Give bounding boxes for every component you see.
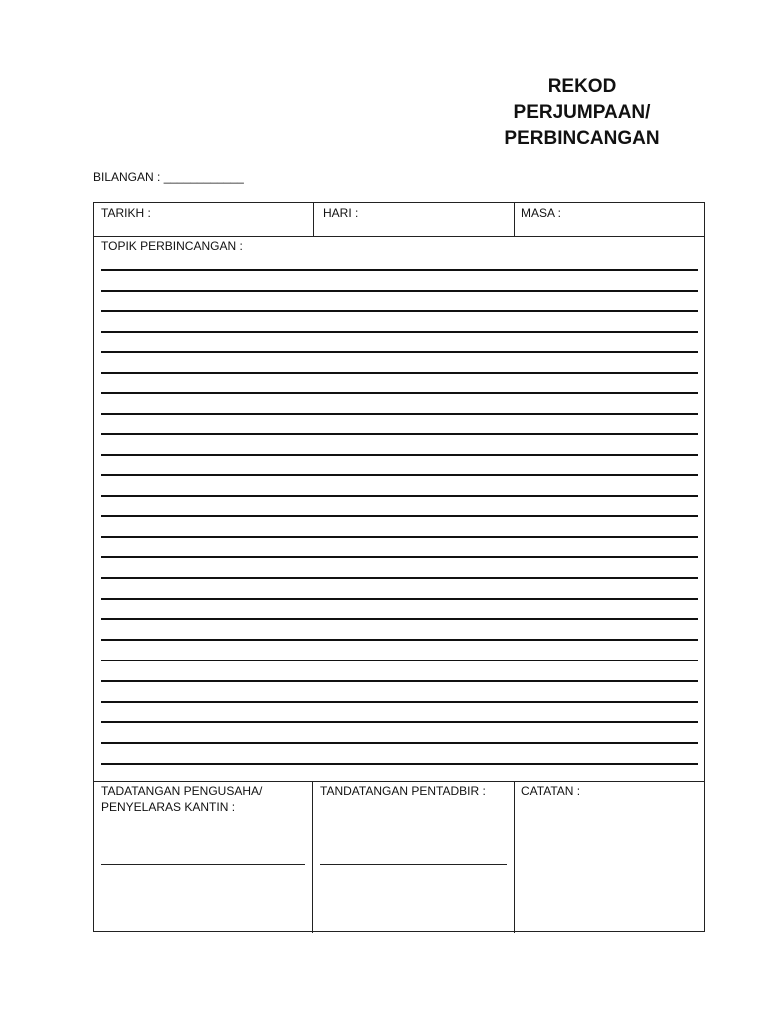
signature-col-divider-2 [514,781,515,933]
writing-line [101,372,698,374]
writing-line [101,392,698,394]
writing-line [101,331,698,333]
writing-line [101,660,698,661]
writing-line [101,290,698,292]
document-title [482,74,682,152]
sign-pengusaha-label-line-2: PENYELARAS KANTIN : [101,800,236,814]
writing-line [101,474,698,476]
writing-line [101,680,698,682]
sign-pengusaha-line[interactable] [101,864,305,865]
writing-line [101,701,698,703]
sign-pengusaha-label-line-1: TADATANGAN PENGUSAHA/ [101,784,263,798]
writing-line [101,742,698,744]
meeting-record-form [93,202,705,932]
writing-line [101,763,698,765]
signature-row-divider [94,781,704,782]
tarikh-field[interactable]: TARIKH : [101,206,151,220]
writing-line [101,639,698,641]
writing-line [101,577,698,579]
header-col-divider-2 [514,203,515,236]
title-line-2: PERJUMPAAN/ [513,102,651,123]
hari-field[interactable]: HARI : [323,206,359,220]
header-col-divider-1 [313,203,314,236]
writing-line [101,556,698,558]
sign-pentadbir-label: TANDATANGAN PENTADBIR : [320,784,486,798]
writing-line [101,536,698,538]
writing-line [101,454,698,456]
writing-line [101,269,698,271]
sign-pengusaha-label [101,783,262,815]
title-line-1: REKOD [547,76,617,97]
masa-field[interactable]: MASA : [521,206,562,220]
writing-line [101,310,698,312]
writing-line [101,351,698,353]
title-line-3: PERBINCANGAN [504,128,660,149]
signature-col-divider-1 [312,781,313,933]
topik-perbincangan-label: TOPIK PERBINCANGAN : [101,239,243,253]
writing-line [101,413,698,415]
writing-line [101,618,698,620]
sign-pentadbir-line[interactable] [320,864,507,865]
writing-line [101,495,698,497]
writing-line [101,598,698,600]
writing-line [101,433,698,435]
writing-line [101,515,698,517]
header-row-divider [94,236,704,237]
bilangan-field[interactable]: BILANGAN : ____________ [93,170,244,184]
catatan-field[interactable]: CATATAN : [521,784,581,798]
writing-line [101,721,698,723]
